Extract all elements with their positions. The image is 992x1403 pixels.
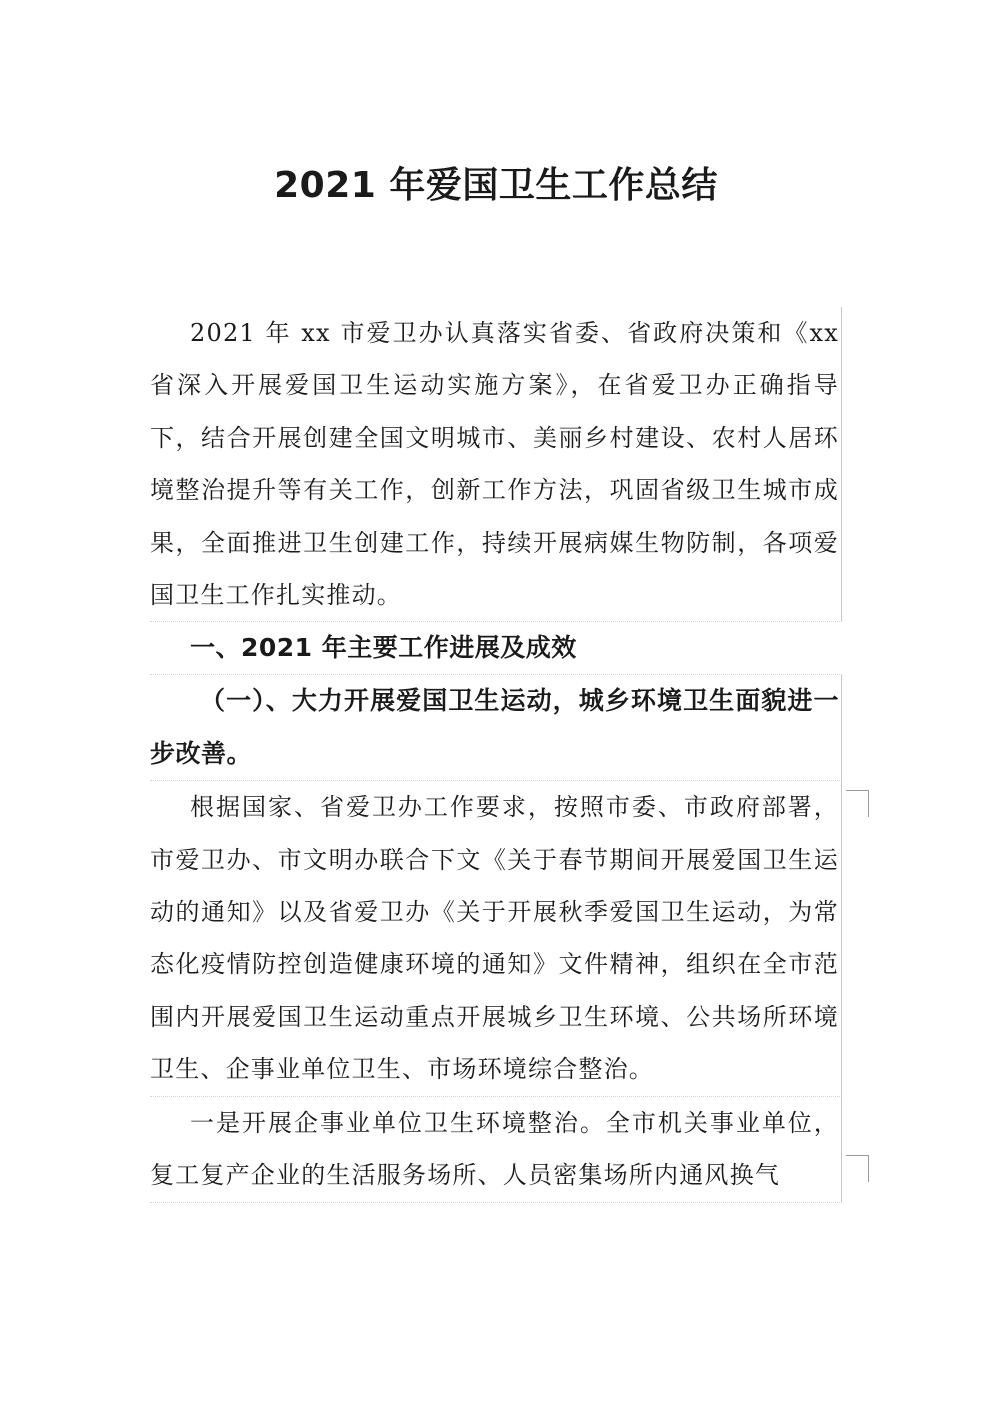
document-title: 2021 年爱国卫生工作总结 bbox=[274, 165, 718, 206]
margin-mark bbox=[846, 790, 869, 817]
margin-mark bbox=[846, 1155, 869, 1182]
paragraph-body: 一是开展企事业单位卫生环境整治。全市机关事业单位，复工复产企业的生活服务场所、人员密集场所内通风换气 bbox=[150, 1097, 842, 1202]
paragraph-body: 根据国家、省爱卫办工作要求，按照市委、市政府部署，市爱卫办、市文明办联合下文《关于春节期间开展爱国卫生运动的通知》以及省爱卫办《关于开展秋季爱国卫生运动，为常态化疫情防控创造健康环境的通知》文件精神，组织在全市范围内开展爱国卫生运动重点开展城乡卫生环境、公共场所环境卫生、企事业单位卫生、市场环境综合整治。 bbox=[150, 781, 842, 1095]
section-heading: 一、2021 年主要工作进展及成效 bbox=[190, 633, 577, 663]
document-body bbox=[150, 307, 842, 1203]
paragraph-intro: 2021 年 xx 市爱卫办认真落实省委、省政府决策和《xx 省深入开展爱国卫生运动实施方案》，在省爱卫办正确指导下，结合开展创建全国文明城市、美丽乡村建设、农村人居环境整治提升等有关工作，创新工作方法，巩固省级卫生城市成果，全面推进卫生创建工作，持续开展病媒生物防制，各项爱国卫生工作扎实推动。 bbox=[150, 307, 842, 621]
paragraph-divider bbox=[150, 1202, 842, 1203]
subsection-heading: （一）、大力开展爱国卫生运动，城乡环境卫生面貌进一步改善。 bbox=[150, 675, 842, 780]
